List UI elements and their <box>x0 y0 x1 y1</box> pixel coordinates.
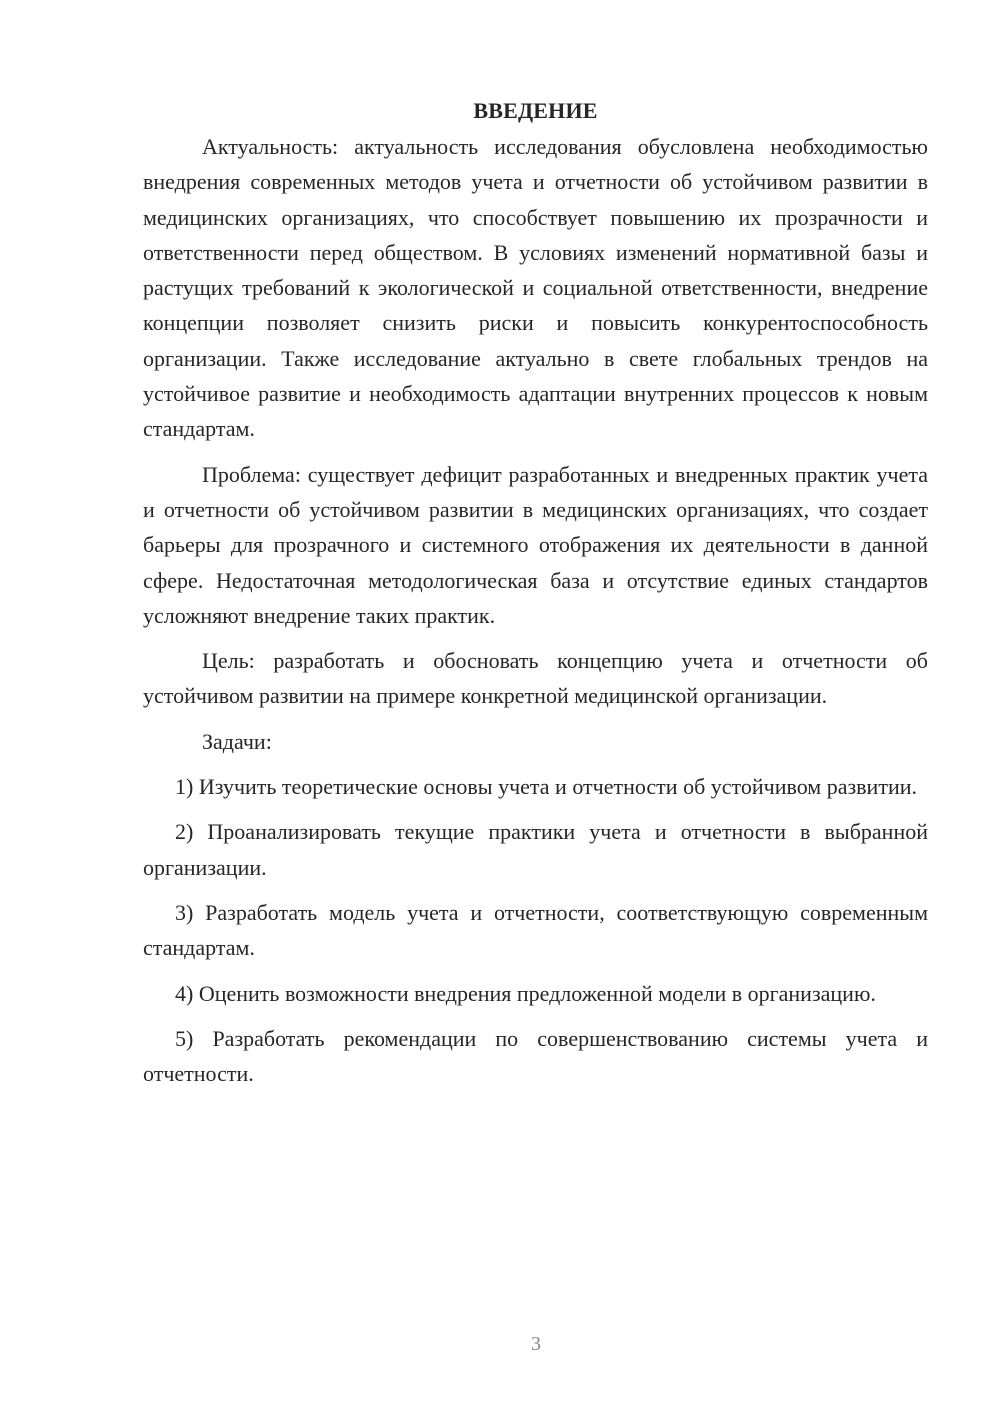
task-item-3: 3) Разработать модель учета и отчетности, соответствующую современным стандартам. <box>143 899 928 961</box>
page-number: 3 <box>531 1333 541 1355</box>
task-item-2: 2) Проанализировать текущие практики учета и отчетности в выбранной организации. <box>143 819 928 880</box>
problem-paragraph: Проблема: существует дефицит разработанных и внедренных практик учета и отчетности об устойчивом развитии в медицинских организациях, что создает барьеры для прозрачного и системного отображения их деятельности в данной сфере. Недостаточная методологическая база и отсутствие единых стандартов усложняют внедрение таких практик. <box>143 461 928 628</box>
goal-paragraph: Цель: разработать и обосновать концепцию учета и отчетности об устойчивом развитии на примере конкретной медицинской организации. <box>143 648 928 709</box>
task-item-1: 1) Изучить теоретические основы учета и отчетности об устойчивом развитии. <box>175 774 917 800</box>
page-title: ВВЕДЕНИЕ <box>473 98 598 123</box>
task-item-4: 4) Оценить возможности внедрения предложенной модели в организацию. <box>175 980 876 1006</box>
task-item-5: 5) Разработать рекомендации по совершенствованию системы учета и отчетности. <box>143 1025 928 1087</box>
relevance-paragraph: Актуальность: актуальность исследования обусловлена необходимостью внедрения современных методов учета и отчетности об устойчивом развитии в медицинских организациях, что способствует повышению их прозрачности и ответственности перед обществом. В условиях изменений нормативной базы и растущих требований к экологической и социальной ответственности, внедрение концепции позволяет снизить риски и повысить конкурентоспособность организации. Также исследование актуально в свете глобальных трендов на устойчивое развитие и необходимость адаптации внутренних процессов к новым стандартам. <box>143 134 928 442</box>
document-page <box>143 92 928 1091</box>
tasks-heading: Задачи: <box>202 728 272 754</box>
